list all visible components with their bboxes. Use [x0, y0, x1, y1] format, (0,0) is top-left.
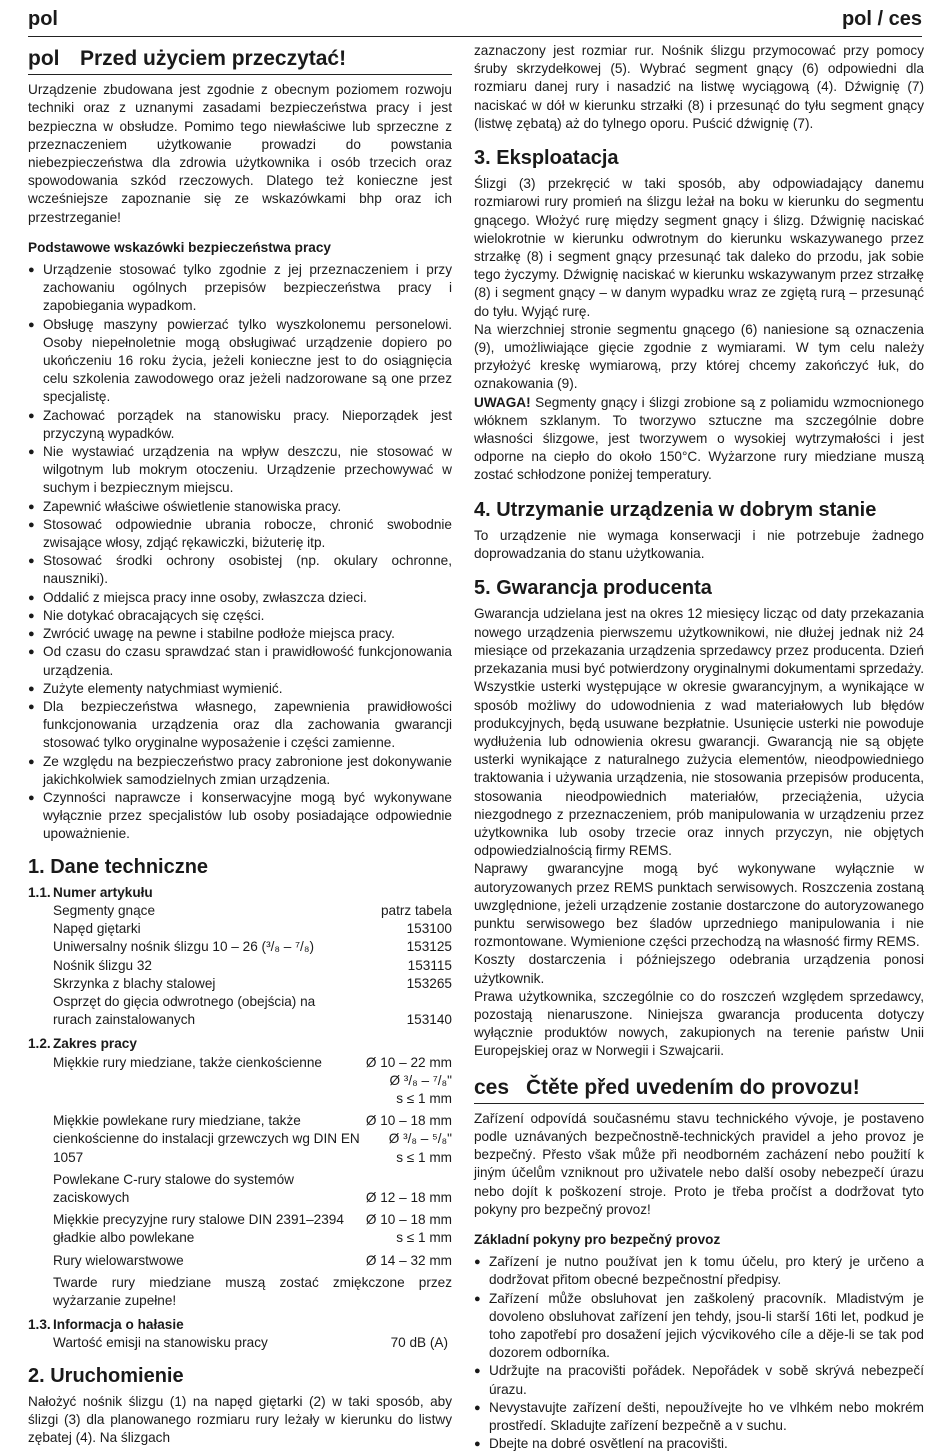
- pol-safety-list: [28, 261, 452, 844]
- working-range-row: [28, 1112, 452, 1167]
- pol-safety-item: ● Dla bezpieczeństwa własnego, zapewnienia prawidłowości funkcjonowania urządzenia oraz dla zachowania gwarancji stosować tylko oryginalne wyposażenie i części zamienne.: [28, 698, 452, 753]
- subsection-1-3: 1.3. Informacja o hałasie: [28, 1317, 184, 1333]
- article-label: Skrzynka z blachy stalowej: [53, 975, 216, 991]
- working-range-table: [28, 1054, 452, 1270]
- working-range-row: [28, 1252, 452, 1270]
- pol-safety-item: ● Obsługę maszyny powierzać tylko wyszkolonemu personelowi. Osoby niepełnoletnie mogą obsługiwać urządzenie dopiero po ukończeniu 16 roku życia, jeżeli konieczne jest to do osiągnięcia celu szkolenia zawodowego oraz jeżeli nadzorowane są one przez specjalistę.: [28, 316, 452, 407]
- section-5-para-3: Koszty dostarczenia i późniejszego odebrania urządzenia ponosi użytkownik.: [474, 952, 924, 986]
- pol-safety-item: ● Czynności naprawcze i konserwacyjne mogą być wykonywane wyłącznie przez specjalistów lub osoby posiadające odpowiednie upoważnienie.: [28, 789, 452, 844]
- working-range-value: Ø 12 – 18 mm: [365, 1189, 452, 1205]
- working-range-value: Ø ³/₈ – ⁷/₈": [389, 1072, 452, 1088]
- article-number: 153265: [406, 975, 452, 991]
- page-header-left: pol: [28, 8, 58, 30]
- working-range-value: Ø 10 – 18 mm: [365, 1212, 452, 1228]
- working-range-value: Ø ³/₈ – ⁵/₈": [388, 1131, 452, 1147]
- section-2-text-continued: zaznaczony jest rozmiar rur. Nośnik ślizgu przymocować przy pomocy śruby skrzydełkowej (5). Wybrać segment gnący (6) odpowiedni dla rozmiaru danej rury i nasadzić na listwę wyciągową (4). Dźwignię (7) naciskać w dół w kierunku strzałki (8) i przesunąć do tyłu segment gnący (listwę zębatą) aż do tylnego oporu. Puścić dźwignię (7).: [474, 43, 924, 131]
- pol-safety-item: ● Stosować środki ochrony osobistej (np. okulary ochronne, nauszniki).: [28, 552, 452, 588]
- pol-safety-item: ● Stosować odpowiednie ubrania robocze, chronić swobodnie zwisające włosy, zdjąć rękawiczki, biżuterię itp.: [28, 516, 452, 552]
- working-range-label: Rury wielowarstwowe: [53, 1252, 184, 1268]
- section-5-para-2: Naprawy gwarancyjne mogą być wykonywane wyłącznie w autoryzowanych przez REMS punktach serwisowych. Roszczenia zostaną uwzględnione, jeżeli urządzenie zostanie dostarczone do autoryzowanego punktu serwisowego bez śladów uprzedniego manipulowania i nie rozmontowane. Wymienione części przechodzą na własność firmy REMS.: [474, 861, 924, 950]
- working-range-row: [28, 1171, 452, 1207]
- article-row: [28, 902, 452, 920]
- article-label: Nośnik ślizgu 32: [53, 957, 152, 973]
- ces-language-heading: [474, 1071, 924, 1104]
- article-number: 153100: [406, 921, 452, 937]
- pol-safety-item: ● Nie dotykać obracających się części.: [28, 607, 452, 625]
- working-range-value: s ≤ 1 mm: [396, 1149, 452, 1165]
- section-5-para-4: Prawa użytkownika, szczególnie co do roszczeń względem sprzedawcy, pozostają nienaruszone. Niniejsza gwarancja producenta dotyczy wyłącznie produktów nowych, zakupionych na terenie państw Unii Europejskiej oraz w Norwegii i Szwajcarii.: [474, 988, 924, 1059]
- working-range-label: Miękkie precyzyjne rury stalowe DIN 2391–2394 gładkie albo powlekane: [53, 1212, 344, 1246]
- section-5-para-1: Gwarancja udzielana jest na okres 12 miesięcy licząc od daty przekazania nowego urządzenia pierwszemu użytkownikowi, nie dłużej jednak niż 24 miesiące od przekazania urządzenia sprzedawcy przez producenta. Dzień przekazania musi być potwierdzony oryginalnymi dokumentami sprzedaży. Wszystkie usterki występujące w okresie gwarancyjnym, a wynikające w sposób możliwy do udowodnienia z wad materiałowych lub błędów produkcyjnych, będą usuwane bezpłatnie. Usunięcie usterki nie powoduje wydłużenia lub odnowienia okresu gwarancji. Gwarancją nie są objęte usterki wynikające z naturalnego zużycia elementów, nieodpowiedniego traktowania i używania urządzenia, nie stosowania przepisów producenta, stosowania nieodpowiednich materiałów, przeciążenia, użycia niezgodnego z przeznaczeniem, prób manipulowania w urządzeniu przez użytkownika lub osoby trzecie oraz innych przyczyn, nie objętych odpowiedzialnością firmy REMS.: [474, 606, 924, 859]
- ces-safety-heading: Základní pokyny pro bezpečný provoz: [474, 1231, 721, 1247]
- pol-language-heading: [28, 42, 452, 75]
- section-5-title: 5. Gwarancja producenta: [474, 577, 712, 600]
- working-range-row: [28, 1211, 452, 1247]
- right-column: [474, 42, 924, 1453]
- working-range-value: Ø 10 – 18 mm: [365, 1113, 452, 1129]
- article-number: patrz tabela: [380, 902, 452, 918]
- ces-safety-item: ● Zařízení je nutno používat jen k tomu účelu, pro který je určeno a dodržovat přitom obecné bezpečnostní předpisy.: [474, 1253, 924, 1289]
- working-range-value: Ø 10 – 22 mm: [365, 1054, 452, 1070]
- article-label: Osprzęt do gięcia odwrotnego (obejścia) na rurach zainstalowanych: [53, 993, 316, 1028]
- subsection-1-2: 1.2. Zakres pracy: [28, 1036, 137, 1052]
- ces-safety-item: ● Nevystavujte zařízení dešti, nepoužívejte ho ve vlhkém nebo mokrém prostředí. Skladujte zařízení bezpečně a v suchu.: [474, 1399, 924, 1435]
- ces-title: Čtěte před uvedením do provozu!: [526, 1075, 860, 1099]
- range-note: Twarde rury miedziane muszą zostać zmiękczone przez wyżarzanie zupełne!: [53, 1274, 452, 1308]
- working-range-label: Miękkie powlekane rury miedziane, także cienkościenne do instalacji grzewczych wg DIN EN 1057: [53, 1113, 360, 1165]
- article-row: [28, 993, 452, 1029]
- pol-safety-item: ● Urządzenie stosować tylko zgodnie z jej przeznaczeniem i przy zachowaniu ogólnych przepisów bezpieczeństwa pracy i zapobiegania wypadkom.: [28, 261, 452, 316]
- working-range-values: [366, 1211, 452, 1247]
- working-range-value: s ≤ 1 mm: [396, 1090, 452, 1106]
- working-range-row: [28, 1054, 452, 1109]
- ces-safety-item: ● Dbejte na dobré osvětlení na pracovišti.: [474, 1435, 924, 1453]
- section-2-title: 2. Uruchomienie: [28, 1364, 184, 1387]
- working-range-values: [366, 1252, 452, 1270]
- pol-safety-item: ● Zwrócić uwagę na pewne i stabilne podłoże miejsca pracy.: [28, 625, 452, 643]
- working-range-values: [366, 1189, 452, 1207]
- working-range-values: [366, 1054, 452, 1109]
- pol-title: Przed użyciem przeczytać!: [80, 47, 347, 70]
- pol-language-code: pol: [28, 47, 60, 70]
- pol-intro: Urządzenie zbudowana jest zgodnie z obecnym poziomem rozwoju techniki oraz z uznanymi zasadami bezpieczeństwa pracy i jest bezpieczna w obsłudze. Pomimo tego niewłaściwe lub sprzeczne z przeznaczeniem użytkowanie prowadzi do powstania niebezpieczeństwa dla zdrowia użytkownika i osób trzecich oraz spowodowania szkód rzeczowych. Dlatego też konieczne jest wcześniejsze zapoznanie się ze wskazówkami bhp oraz ich przestrzeganie!: [28, 82, 452, 225]
- section-3-warning: UWAGA! Segmenty gnący i ślizgi zrobione są z poliamidu wzmocnionego włóknem szklanym. To tworzywo sztuczne ma szczególnie dobre własności ślizgowe, jest tworzywem o wysokiej wytrzymałości i jest odporne na ciepło do około 150°C. Wyżarzone rury miedziane muszą zostać schłodzone poniżej temperatury.: [474, 394, 924, 483]
- section-3-para-1: Ślizgi (3) przekręcić w taki sposób, aby odpowiadający danemu rozmiarowi rury promień na ślizgu leżał na boku w kierunku do segmentu gnącego. Włożyć rurę między segment gnący i ślizg. Dźwignię naciskać wielokrotnie w kierunku odwrotnym do kierunku wskazywanego przez strzałkę (8) i segment gnący przesunąć tak daleko do przodu, jak sobie tego życzymy. Dźwignię naciskać w kierunku wskazywanym przez strzałkę (8) i segment gnący – w danym wypadku wraz ze zgiętą rurą – przesunąć do tyłu. Wyjąć rurę.: [474, 176, 924, 319]
- article-table: [28, 902, 452, 1029]
- noise-label: Wartość emisji na stanowisku pracy: [53, 1335, 268, 1351]
- article-row: [28, 920, 452, 938]
- article-number: 153115: [407, 957, 452, 973]
- header-rule: [28, 36, 922, 37]
- ces-language-code: ces: [474, 1075, 510, 1099]
- left-column: [28, 42, 452, 1446]
- working-range-value: s ≤ 1 mm: [396, 1230, 452, 1246]
- article-row: [28, 938, 452, 956]
- article-number: 153125: [406, 939, 452, 955]
- ces-safety-item: ● Zařízení může obsluhovat jen zaškolený pracovník. Mladistvým je dovoleno obsluhovat zařízení jen tehdy, jsou-li starší 16ti let, podkud je toho zapotřebí pro dosažení jejich výcvikového cíle a děje-li se tak pod dozorem odborníka.: [474, 1290, 924, 1363]
- section-4-title: 4. Utrzymanie urządzenia w dobrym stanie: [474, 498, 877, 521]
- noise-row: [28, 1334, 452, 1352]
- ces-safety-list: [474, 1253, 924, 1453]
- pol-safety-item: ● Nie wystawiać urządzenia na wpływ deszczu, nie stosować w wilgotnym lub mokrym otoczeniu. Urządzenie przechowywać w suchym i bezpiecznym miejscu.: [28, 443, 452, 498]
- section-3-para-2: Na wierzchniej stronie segmentu gnącego (6) naniesione są oznaczenia (9), umożliwiające gięcie zgodnie z wymiarami. W tym celu należy przyłożyć kreskę wymiarową, przy której chcemy zakończyć łuk, do oznakowania (9).: [474, 321, 924, 392]
- pol-safety-item: ● Zachować porządek na stanowisku pracy. Nieporządek jest przyczyną wypadków.: [28, 407, 452, 443]
- pol-safety-item: ● Zużyte elementy natychmiast wymienić.: [28, 680, 452, 698]
- article-number: 153140: [406, 1012, 452, 1028]
- working-range-value: Ø 14 – 32 mm: [365, 1252, 452, 1268]
- pol-safety-item: ● Od czasu do czasu sprawdzać stan i prawidłowość funkcjonowania urządzenia.: [28, 643, 452, 679]
- article-row: [28, 975, 452, 993]
- pol-safety-heading: Podstawowe wskazówki bezpieczeństwa pracy: [28, 239, 331, 255]
- ces-safety-item: ● Udržujte na pracovišti pořádek. Nepořádek v sobě skrývá nebezpečí úrazu.: [474, 1362, 924, 1398]
- subsection-1-1: 1.1. Numer artykułu: [28, 884, 153, 900]
- article-label: Napęd giętarki: [53, 921, 141, 937]
- article-row: [28, 957, 452, 975]
- pol-safety-item: ● Oddalić z miejsca pracy inne osoby, zwłaszcza dzieci.: [28, 589, 452, 607]
- working-range-label: Powlekane C-rury stalowe do systemów zaciskowych: [53, 1171, 295, 1205]
- working-range-values: [366, 1112, 452, 1167]
- section-3-title: 3. Eksploatacja: [474, 147, 619, 170]
- section-1-title: 1. Dane techniczne: [28, 855, 209, 878]
- section-4-text: To urządzenie nie wymaga konserwacji i nie potrzebuje żadnego doprowadzania do stanu użytkowania.: [474, 527, 924, 562]
- article-label: Uniwersalny nośnik ślizgu 10 – 26 (³/₈ – ⁷/₈): [53, 939, 314, 955]
- ces-intro: Zařízení odpovídá současnému stavu technického vývoje, je postaveno podle uznávaných bezpečnostně-technických pravidel a jeho provoz je bezpečný. Přesto však může při neodborném zacházení nebo použití k jiným účelům vzniknout pro uživatele nebo další osoby nebezpečí úrazu nebo dojít k poškození stroje. Proto je třeba pročíst a dodržovat tyto pokyny pro bezpečný provoz!: [474, 1110, 924, 1217]
- noise-value: 70 dB (A): [390, 1335, 448, 1351]
- page-header-right: pol / ces: [841, 8, 922, 30]
- article-label: Segmenty gnące: [53, 902, 156, 918]
- pol-safety-item: ● Ze względu na bezpieczeństwo pracy zabronione jest dokonywanie jakichkolwiek samodzielnych zmian urządzenia.: [28, 753, 452, 789]
- warning-label: UWAGA!: [474, 394, 531, 410]
- section-2-text: Nałożyć nośnik ślizgu (1) na napęd giętarki (2) w taki sposób, aby ślizgi (3) dla planowanego rozmiaru rury leżały w kierunku do listwy zębatej (4). Na ślizgach: [28, 1393, 452, 1446]
- pol-safety-item: ● Zapewnić właściwe oświetlenie stanowiska pracy.: [28, 498, 452, 516]
- working-range-label: Miękkie rury miedziane, także cienkościenne: [53, 1054, 322, 1070]
